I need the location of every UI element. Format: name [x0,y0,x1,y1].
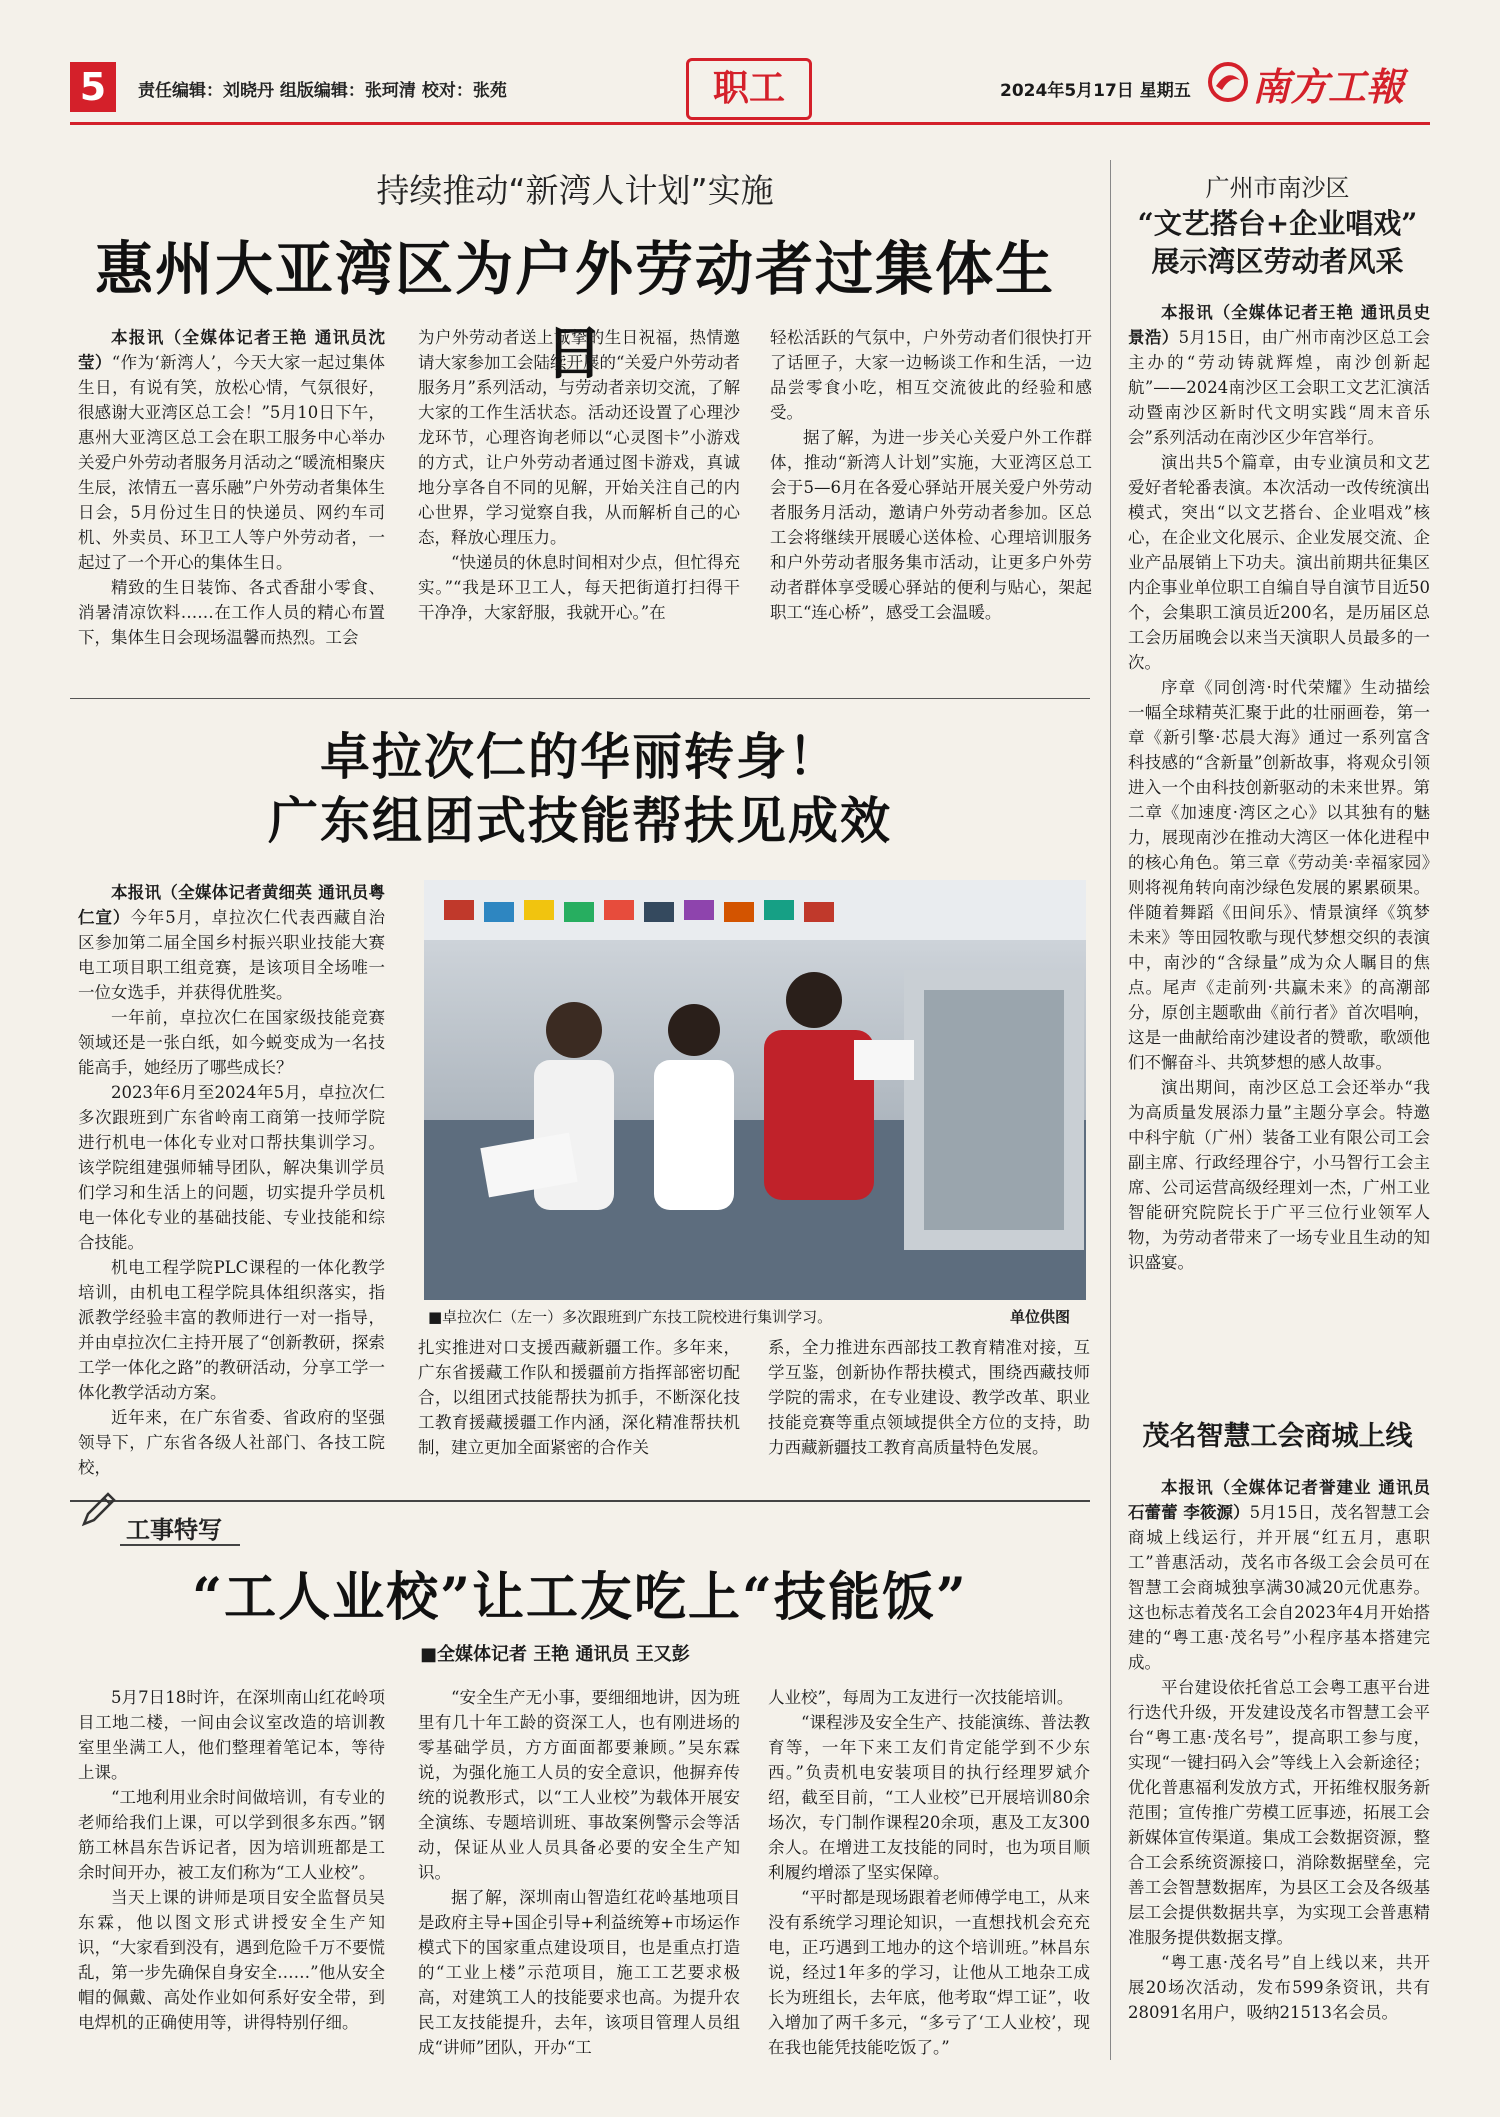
side1-headline [1125,205,1430,281]
article1-para: 为户外劳动者送上诚挚的生日祝福，热情邀请大家参加工会陆续开展的“关爱户外劳动者服务月”系列活动，与劳动者亲切交流，了解大家的工作生活状态。活动还设置了心理沙龙环节，心理咨询老师以“心灵图卡”小游戏的方式，让户外劳动者通过图卡游戏，真诚地分享各自不同的见解，开始关注自己的内心世界，学习觉察自我，从而解析自己的心态，释放心理压力。 [418,328,740,547]
article1-para: “快递员的休息时间相对少点，但忙得充实。”“我是环卫工人，每天把街道打扫得干干净净，大家舒服，我就开心。”在 [418,553,740,622]
article2-para: 2023年6月至2024年5月，卓拉次仁多次跟班到广东省岭南工商第一技师学院进行机电一体化专业对口帮扶集训学习。该学院组建强师辅导团队，解决集训学员们学习和生活上的问题，切实提升学员机电一体化专业的基础技能、专业技能和综合技能。 [78,1083,385,1252]
side1-para: 演出共5个篇章，由专业演员和文艺爱好者轮番表演。本次活动一改传统演出模式，突出“以文艺搭台、企业唱戏”核心，在企业文化展示、企业发展交流、企业产品展销上下功夫。演出前期共征集区内企事业单位职工自编自导自演节目近50个，会集职工演员近200名，是历届区总工会历届晚会以来当天演职人员最多的一次。 [1128,453,1430,672]
article2-para: 扎实推进对口支援西藏新疆工作。多年来，广东省援藏工作队和援疆前方指挥部密切配合，以组团式技能帮扶为抓手，不断深化技工教育援藏援疆工作内涵，深化精准帮扶机制，建立更加全面紧密的合作关 [418,1338,740,1457]
side1-para: 序章《同创湾·时代荣耀》生动描绘一幅全球精英汇聚于此的壮丽画卷，第一章《新引擎·芯晨大海》通过一系列富含科技感的“含新量”创新故事，将观众引领进入一个由科技创新驱动的未来世界。第二章《加速度·湾区之心》以其独有的魅力，展现南沙在推动大湾区一体化进程中的核心角色。第三章《劳动美·幸福家园》则将视角转向南沙绿色发展的累累硕果。伴随着舞蹈《田间乐》、情景演绎《筑梦未来》等田园牧歌与现代梦想交织的表演中，南沙的“含绿量”成为众人瞩目的焦点。尾声《走前列·共赢未来》的高潮部分，原创主题歌曲《前行者》首次唱响，这是一曲献给南沙建设者的赞歌，歌颂他们不懈奋斗、共筑梦想的感人故事。 [1128,678,1430,1072]
section-divider [70,698,1090,699]
article3-para: “安全生产无小事，要细细地讲，因为班里有几十年工龄的资深工人，也有刚进场的零基础学员，方方面面都要兼顾。”吴东霖说，为强化施工人员的安全意识，他摒弃传统的说教形式，以“工人业校”为载体开展安全演练、专题培训班、事故案例警示会等活动，保证从业人员具备必要的安全生产知识。 [418,1688,740,1882]
article3-para: 据了解，深圳南山智造红花岭基地项目是政府主导+国企引导+利益统筹+市场运作模式下的国家重点建设项目，也是重点打造的“工业上楼”示范项目，施工工艺要求极高，对建筑工人的技能要求也高。为提升农民工友技能提升，去年，该项目管理人员组成“讲师”团队，开办“工 [418,1888,740,2057]
logo-mark-icon [1208,62,1248,102]
article3-top-rule [70,1500,1090,1502]
feature-tag: 工事特写 [126,1516,222,1544]
article1-para: “作为‘新湾人’，今天大家一起过集体生日，有说有笑，放松心情，气氛很好，很感谢大亚湾区总工会！”5月10日下午，惠州大亚湾区总工会在职工服务中心举办关爱户外劳动者服务月活动之“暖流相聚庆生辰，浓情五一喜乐融”户外劳动者集体生日会，5月份过生日的快递员、网约车司机、外卖员、环卫工人等户外劳动者，一起过了一个开心的集体生日。 [78,353,385,572]
side2-byline: 本报讯（全媒体记者誉建业 通讯员石蕾蕾 李筱源） [1128,1478,1430,1522]
article3-para: “平时都是现场跟着老师傅学电工，从来没有系统学习理论知识，一直想找机会充充电，正巧遇到工地办的这个培训班。”林昌东说，经过1年多的学习，让他从工地杂工成长为班组长，去年底，他考取“焊工证”，收入增加了两千多元，“多亏了‘工人业校’，现在我也能凭技能吃饭了。” [768,1888,1090,2057]
side2-body [1128,1475,1430,2025]
article3-headline: “工人业校”让工友吃上“技能饭” [192,1567,968,1628]
side1-headline-line1: “文艺搭台+企业唱戏” [1137,207,1418,240]
sidebar-divider [1110,160,1111,2060]
article3-para: “课程涉及安全生产、技能演练、普法教育等，一年下来工友们肯定能学到不少东西。”负责机电安装项目的执行经理罗斌介绍，截至目前，“工人业校”已开展培训80余场次，专门制作课程20余项，惠及工友300余人。在增进工友技能的同时，也为项目顺利履约增添了坚实保障。 [768,1713,1090,1882]
article2-para: 今年5月，卓拉次仁代表西藏自治区参加第二届全国乡村振兴职业技能大赛电工项目职工组竞赛，是该项目全场唯一一位女选手，并获得优胜奖。 [78,908,386,1002]
side2-para: 平台建设依托省总工会粤工惠平台进行迭代升级，开发建设茂名市智慧工会平台“粤工惠·茂名号”，提高职工参与度，实现“一键扫码入会”等线上入会新途径；优化普惠福利发放方式，开拓维权服务新范围；宣传推广劳模工匠事迹，拓展工会新媒体宣传渠道。集成工会数据资源，整合工会系统资源接口，消除数据壁垒，完善工会智慧数据库，为县区工会及各级基层工会提供数据共享，为实现工会普惠精准服务提供数据支撑。 [1128,1678,1430,1947]
article1-col3 [770,325,1092,625]
section-badge: 职工 [686,58,812,120]
page-number: 5 [70,62,116,112]
side2-para: “粤工惠·茂名号”自上线以来，共开展20场次活动，发布599条资讯，共有28091名用户，吸纳21513名会员。 [1128,1953,1430,2022]
side1-location: 广州市南沙区 [1205,174,1350,202]
article1-byline: 本报讯（全媒体记者王艳 通讯员沈莹） [78,328,385,372]
article3-col2 [418,1685,740,2060]
article2-photo [424,880,1086,1300]
article3-byline: ■全媒体记者 王艳 通讯员 王又彭 [420,1644,690,1665]
article1-para: 据了解，为进一步关心关爱户外工作群体，推动“新湾人计划”实施，大亚湾区总工会于5—6月在各爱心驿站开展关爱户外劳动者服务月活动，邀请户外劳动者参加。区总工会将继续开展暖心送体检、心理培训服务和户外劳动者服务集市活动，让更多户外劳动者群体享受暖心驿站的便利与贴心，架起职工“连心桥”，感受工会温暖。 [770,428,1092,622]
issue-date: 2024年5月17日 星期五 [1000,81,1191,101]
article3-col1 [78,1685,385,2035]
article2-headline [70,725,1090,853]
side1-para: 演出期间，南沙区总工会还举办“我为高质量发展添力量”主题分享会。特邀中科宇航（广州）装备工业有限公司工会副主席、行政经理谷宁，小马智行工会主席、公司运营高级经理刘一杰，广州工业智能研究院院长于广平三位行业领军人物，为劳动者带来了一场专业且生动的知识盛宴。 [1128,1078,1430,1272]
side1-headline-line2: 展示湾区劳动者风采 [1151,245,1404,278]
article2-para: 机电工程学院PLC课程的一体化教学培训，由机电工程学院具体组织落实，指派教学经验丰富的教师进行一对一指导，并由卓拉次仁主持开展了“创新教研，探索工学一体化之路”的教研活动，分享工学一体化教学活动方案。 [78,1258,385,1402]
article3-para: “工地利用业余时间做培训，有专业的老师给我们上课，可以学到很多东西。”钢筋工林昌东告诉记者，因为培训班都是工余时间开办，被工友们称为“工人业校”。 [78,1788,385,1882]
article2-col1 [78,880,385,1480]
side1-para: 5月15日，由广州市南沙区总工会主办的“劳动铸就辉煌，南沙创新起航”——2024南沙区工会职工文艺汇演活动暨南沙区新时代文明实践“周末音乐会”系列活动在南沙区少年宫举行。 [1128,328,1431,447]
photo-caption: ■卓拉次仁（左一）多次跟班到广东技工院校进行集训学习。 [428,1308,833,1326]
article3-para: 5月7日18时许，在深圳南山红花岭项目工地二楼，一间由会议室改造的培训教室里坐满工人，他们整理着笔记本，等待上课。 [78,1688,385,1782]
article1-para: 轻松活跃的气氛中，户外劳动者们很快打开了话匣子，大家一边畅谈工作和生活，一边品尝零食小吃，相互交流彼此的经验和感受。 [770,328,1092,422]
side1-byline: 本报讯（全媒体记者王艳 通讯员史景浩） [1128,303,1430,347]
article3-col3 [768,1685,1090,2060]
pen-icon [78,1488,120,1530]
article2-para: 近年来，在广东省委、省政府的坚强领导下，广东省各级人社部门、各技工院校， [78,1408,385,1477]
newspaper-logo: 南方工報 [1252,64,1405,109]
article2-headline-line2: 广东组团式技能帮扶见成效 [268,791,892,850]
feature-tag-underline [120,1544,240,1546]
photo-credit: 单位供图 [1010,1308,1071,1326]
article2-byline: 本报讯（全媒体记者黄细英 通讯员粤仁宣） [78,883,385,927]
article2-para: 一年前，卓拉次仁在国家级技能竞赛领域还是一张白纸，如今蜕变成为一名技能高手，她经历了哪些成长？ [78,1008,385,1077]
side2-para: 5月15日，茂名智慧工会商城上线运行，并开展“红五月，惠职工”普惠活动，茂名市各级工会会员可在智慧工会商城独享满30减20元优惠券。这也标志着茂名工会自2023年4月开始搭建的“粤工惠·茂名号”小程序基本搭建完成。 [1128,1503,1430,1672]
staff-credits: 责任编辑：刘晓丹 组版编辑：张珂清 校对：张苑 [138,81,507,101]
article1-col1 [78,325,385,650]
article1-para: 精致的生日装饰、各式香甜小零食、消暑清凉饮料……在工作人员的精心布置下，集体生日会现场温馨而热烈。工会 [78,578,385,647]
article1-kicker: 持续推动“新湾人计划”实施 [376,171,774,210]
article3-para: 当天上课的讲师是项目安全监督员吴东霖，他以图文形式讲授安全生产知识，“大家看到没有，遇到危险千万不要慌乱，第一步先确保自身安全……”他从安全帽的佩戴、高处作业如何系好安全带，到电焊机的正确使用等，讲得特别仔细。 [78,1888,385,2032]
article1-col2 [418,325,740,625]
header-rule [70,122,1430,125]
article2-headline-line1: 卓拉次仁的华丽转身！ [320,727,840,786]
article2-col2 [418,1335,740,1460]
article1-headline: 惠州大亚湾区为户外劳动者过集体生日 [94,235,1055,387]
side2-headline: 茂名智慧工会商城上线 [1142,1421,1413,1452]
article2-col3 [768,1335,1090,1460]
side1-body [1128,300,1430,1275]
article2-para: 系，全力推进东西部技工教育精准对接，互学互鉴，创新协作帮扶模式，围绕西藏技师学院的需求，在专业建设、教学改革、职业技能竞赛等重点领域提供全方位的支持，助力西藏新疆技工教育高质量特色发展。 [768,1338,1090,1457]
article3-para: 人业校”，每周为工友进行一次技能培训。 [768,1688,1074,1707]
